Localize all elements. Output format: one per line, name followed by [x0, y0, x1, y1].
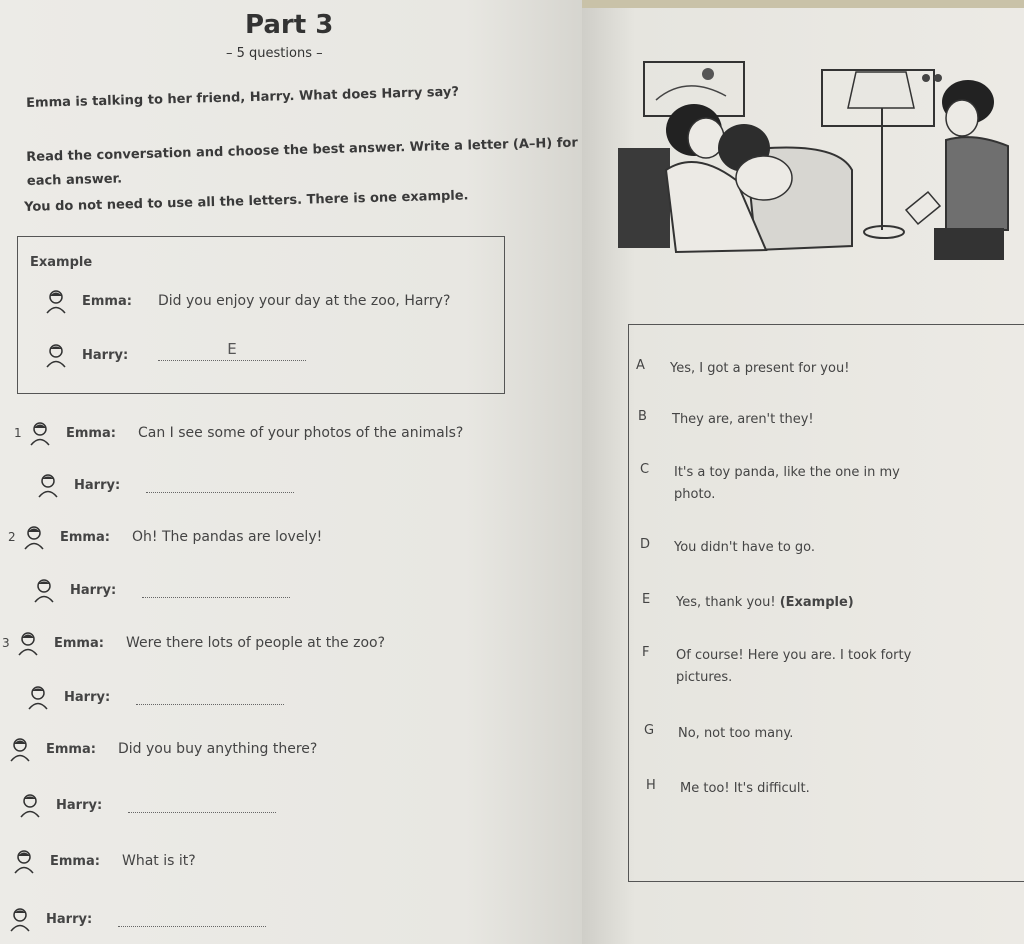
option-letter: H — [646, 778, 656, 793]
harry-speaker: Harry: — [74, 477, 121, 493]
question-emma-line — [0, 846, 196, 876]
answer-blank[interactable] — [118, 912, 266, 927]
question-harry-line — [18, 575, 290, 605]
emma-icon — [44, 288, 68, 314]
example-emma-speaker: Emma: — [82, 293, 132, 309]
harry-icon — [8, 906, 32, 932]
emma-icon — [8, 736, 32, 762]
harry-icon — [32, 577, 56, 603]
option-g — [644, 723, 928, 745]
option-d — [640, 537, 924, 559]
option-text: Yes, I got a present for you! — [670, 361, 850, 376]
question-emma-line — [0, 734, 317, 764]
option-h — [646, 778, 930, 800]
option-c — [640, 462, 924, 506]
example-harry-line — [30, 340, 306, 370]
instruction-task: Read the conversation and choose the best answer. Write a letter (A–H) for each answer. — [26, 135, 578, 189]
answer-blank[interactable] — [142, 583, 290, 598]
question-emma-line — [2, 628, 385, 658]
question-harry-line — [22, 470, 294, 500]
option-e — [642, 592, 926, 614]
question-harry-line — [0, 904, 266, 934]
option-letter: E — [642, 592, 651, 607]
option-a — [636, 358, 920, 380]
harry-icon — [36, 472, 60, 498]
option-example-tag: (Example) — [779, 595, 854, 610]
option-letter: A — [636, 358, 645, 373]
answer-blank[interactable] — [128, 798, 276, 813]
question-emma-line — [14, 418, 463, 448]
page-subtitle: – 5 questions – — [226, 46, 323, 61]
example-label: Example — [30, 255, 93, 270]
emma-speaker: Emma: — [50, 853, 100, 869]
question-harry-line — [12, 682, 284, 712]
question-number: 3 — [2, 636, 10, 650]
instruction-note: You do not need to use all the letters. There is one example. — [24, 188, 469, 215]
question-number: 2 — [8, 530, 16, 544]
illustration-emma-harry — [616, 60, 1016, 265]
option-letter: F — [642, 645, 650, 660]
example-answer: E — [158, 340, 306, 361]
harry-speaker: Harry: — [46, 911, 93, 927]
page-title: Part 3 — [245, 10, 334, 40]
harry-icon — [18, 792, 42, 818]
option-letter: D — [640, 537, 651, 552]
option-text: It's a toy panda, like the one in my photo. — [674, 465, 900, 502]
emma-text: Were there lots of people at the zoo? — [126, 635, 386, 651]
page-top-band — [582, 0, 1024, 8]
option-text: Me too! It's difficult. — [680, 781, 810, 796]
option-letter: G — [644, 723, 655, 738]
emma-speaker: Emma: — [60, 529, 110, 545]
emma-text: Can I see some of your photos of the animals? — [138, 425, 464, 441]
emma-text: Did you buy anything there? — [118, 741, 318, 757]
emma-icon — [12, 848, 36, 874]
question-harry-line — [4, 790, 276, 820]
example-emma-text: Did you enjoy your day at the zoo, Harry? — [158, 293, 451, 309]
option-text: Yes, thank you! — [676, 595, 776, 610]
emma-speaker: Emma: — [66, 425, 116, 441]
emma-icon — [28, 420, 52, 446]
harry-speaker: Harry: — [70, 582, 117, 598]
example-emma-line — [30, 286, 450, 316]
emma-speaker: Emma: — [54, 635, 104, 651]
harry-icon — [26, 684, 50, 710]
question-emma-line — [8, 522, 322, 552]
answer-blank[interactable] — [136, 690, 284, 705]
emma-speaker: Emma: — [46, 741, 96, 757]
example-harry-speaker: Harry: — [82, 347, 129, 363]
question-number: 1 — [14, 426, 22, 440]
option-letter: C — [640, 462, 650, 477]
option-text: No, not too many. — [678, 726, 794, 741]
option-text: You didn't have to go. — [674, 540, 816, 555]
answer-blank[interactable] — [146, 478, 294, 493]
harry-speaker: Harry: — [64, 689, 111, 705]
option-text: Of course! Here you are. I took forty pictures. — [676, 648, 912, 685]
emma-text: Oh! The pandas are lovely! — [132, 529, 323, 545]
harry-icon — [44, 342, 68, 368]
option-f — [642, 645, 926, 689]
emma-icon — [16, 630, 40, 656]
option-text: They are, aren't they! — [672, 412, 814, 427]
option-letter: B — [638, 409, 647, 424]
instruction-intro: Emma is talking to her friend, Harry. What does Harry say? — [26, 84, 460, 111]
harry-speaker: Harry: — [56, 797, 103, 813]
emma-text: What is it? — [122, 853, 196, 869]
emma-icon — [22, 524, 46, 550]
option-b — [638, 409, 922, 431]
